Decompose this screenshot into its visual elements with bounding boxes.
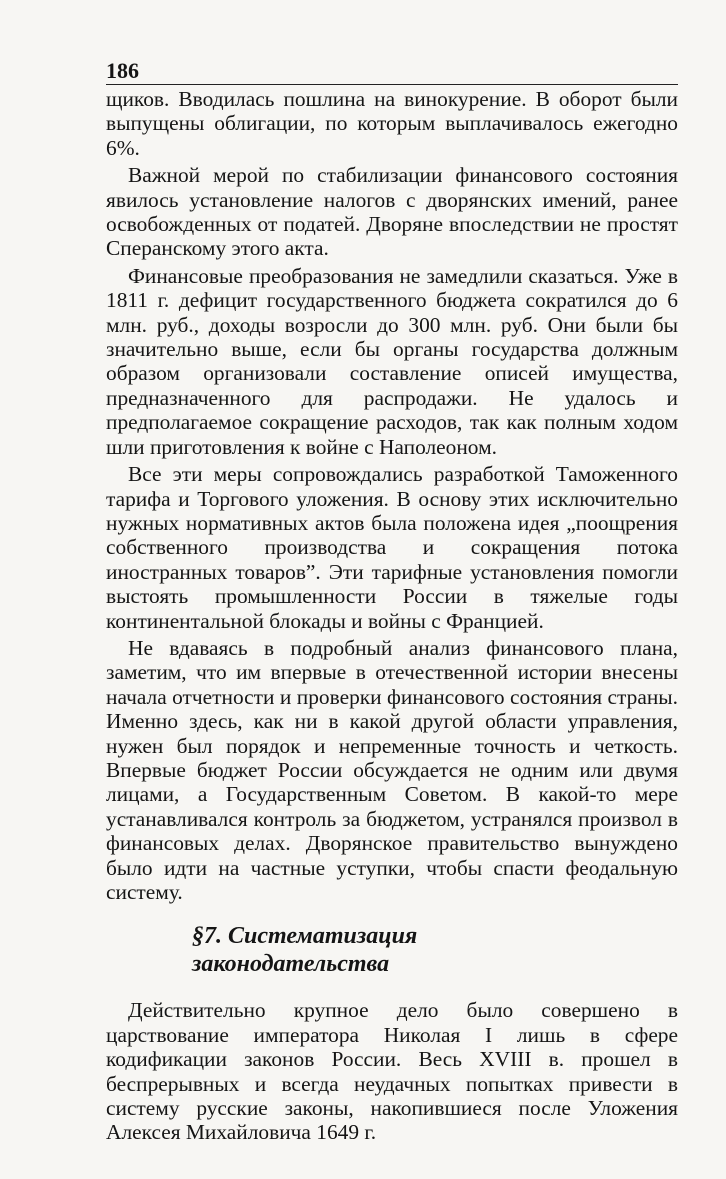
paragraph: Важной мерой по стабилизации финансового состояния явилось установление налогов с дворянских имений, ранее освобожденных от податей. Дворяне впоследствии не простят Сперанскому этого акта. — [106, 163, 678, 261]
header-rule — [106, 84, 678, 85]
section-heading: §7. Систематизация законодательства — [192, 923, 418, 978]
paragraph-continuation: щиков. Вводилась пошлина на винокурение. В оборот были выпущены облигации, по которым выплачивалось ежегодно 6%. — [106, 87, 678, 160]
page-number: 186 — [106, 58, 139, 83]
paragraph: Все эти меры сопровождались разработкой Таможенного тарифа и Торгового уложения. В основу этих исключительно нужных нормативных актов была положена идея „поощрения собственного производства и сокращения потока иностранных товаров”. Эти тарифные установления помогли выстоять промышленности России в тяжелые годы континентальной блокады и войны с Францией. — [106, 462, 678, 633]
paragraph: Действительно крупное дело было совершено в царствование императора Николая I лишь в сфере кодификации законов России. Весь XVIII в. прошел в беспрерывных и всегда неудачных попытках привести в систему русские законы, накопившиеся после Уложения Алексея Михайловича 1649 г. — [106, 998, 678, 1145]
paragraph: Финансовые преобразования не замедлили сказаться. Уже в 1811 г. дефицит государственного бюджета сократился до 6 млн. руб., доходы возросли до 300 млн. руб. Они были бы значительно выше, если бы органы государства должным образом организовали составление описей имущества, предназначенного для распродажи. Не удалось и предполагаемое сокращение расходов, так как полным ходом шли приготовления к войне с Наполеоном. — [106, 263, 678, 459]
book-page — [106, 58, 678, 1148]
paragraph: Не вдаваясь в подробный анализ финансового плана, заметим, что им впервые в отечественной истории внесены начала отчетности и проверки финансового состояния страны. Именно здесь, как ни в какой другой области управления, нужен был порядок и непременные точность и четкость. Впервые бюджет России обсуждается не одним или двумя лицами, а Государственным Советом. В какой-то мере устанавливался контроль за бюджетом, устранялся произвол в финансовых делах. Дворянское правительство вынуждено было идти на частные уступки, чтобы спасти феодальную систему. — [106, 635, 678, 904]
